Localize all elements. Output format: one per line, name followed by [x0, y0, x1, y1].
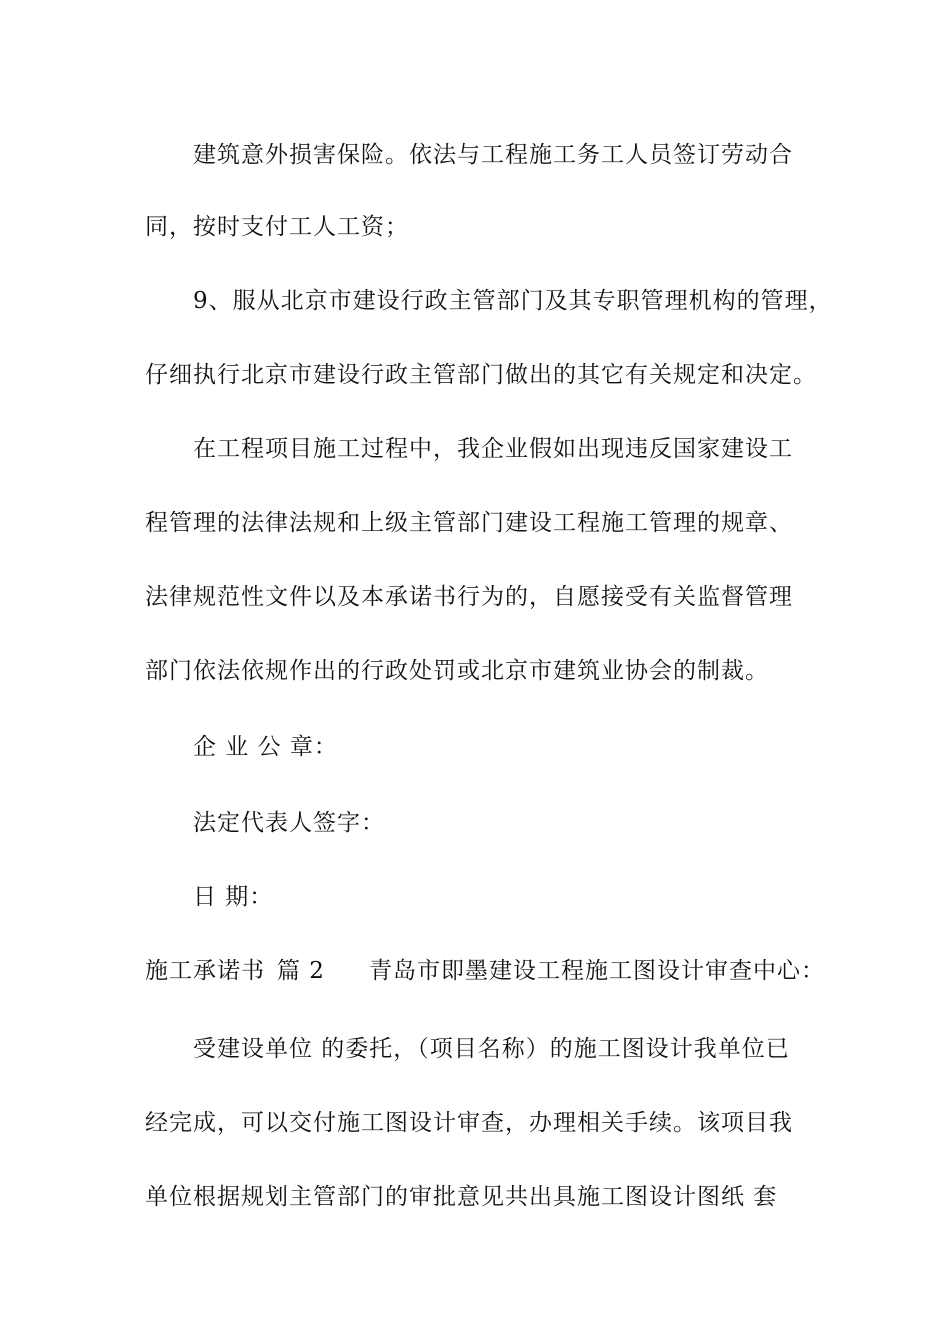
paragraph-line: 仔细执行北京市建设行政主管部门做出的其它有关规定和决定。: [145, 362, 817, 388]
paragraph-line: 部门依法依规作出的行政处罚或北京市建筑业协会的制裁。: [145, 658, 769, 684]
company-seal-label: 企 业 公 章：: [193, 734, 338, 760]
section-part: 篇 2: [277, 958, 325, 984]
paragraph-line: 法律规范性文件以及本承诺书行为的，自愿接受有关监督管理: [145, 584, 793, 610]
paragraph-line: 单位根据规划主管部门的审批意见共出具施工图设计图纸 套: [145, 1184, 778, 1210]
paragraph-line: 9、服从北京市建设行政主管部门及其专职管理机构的管理，: [193, 288, 833, 314]
paragraph-line: 经完成，可以交付施工图设计审查，办理相关手续。该项目我: [145, 1110, 793, 1136]
date-label: 日 期：: [193, 884, 274, 910]
section-heading-row: [145, 956, 825, 986]
paragraph-line: 在工程项目施工过程中，我企业假如出现违反国家建设工: [193, 436, 793, 462]
section-title: 施工承诺书: [145, 958, 265, 984]
paragraph-line: 程管理的法律法规和上级主管部门建设工程施工管理的规章、: [145, 510, 793, 536]
paragraph-line: 同，按时支付工人工资；: [145, 214, 409, 240]
addressee: 青岛市即墨建设工程施工图设计审查中心：: [368, 958, 825, 984]
paragraph-line: 受建设单位 的委托，（项目名称）的施工图设计我单位已: [193, 1036, 790, 1062]
paragraph-line: 建筑意外损害保险。依法与工程施工务工人员签订劳动合: [193, 142, 793, 168]
legal-representative-label: 法定代表人签字：: [193, 810, 385, 836]
